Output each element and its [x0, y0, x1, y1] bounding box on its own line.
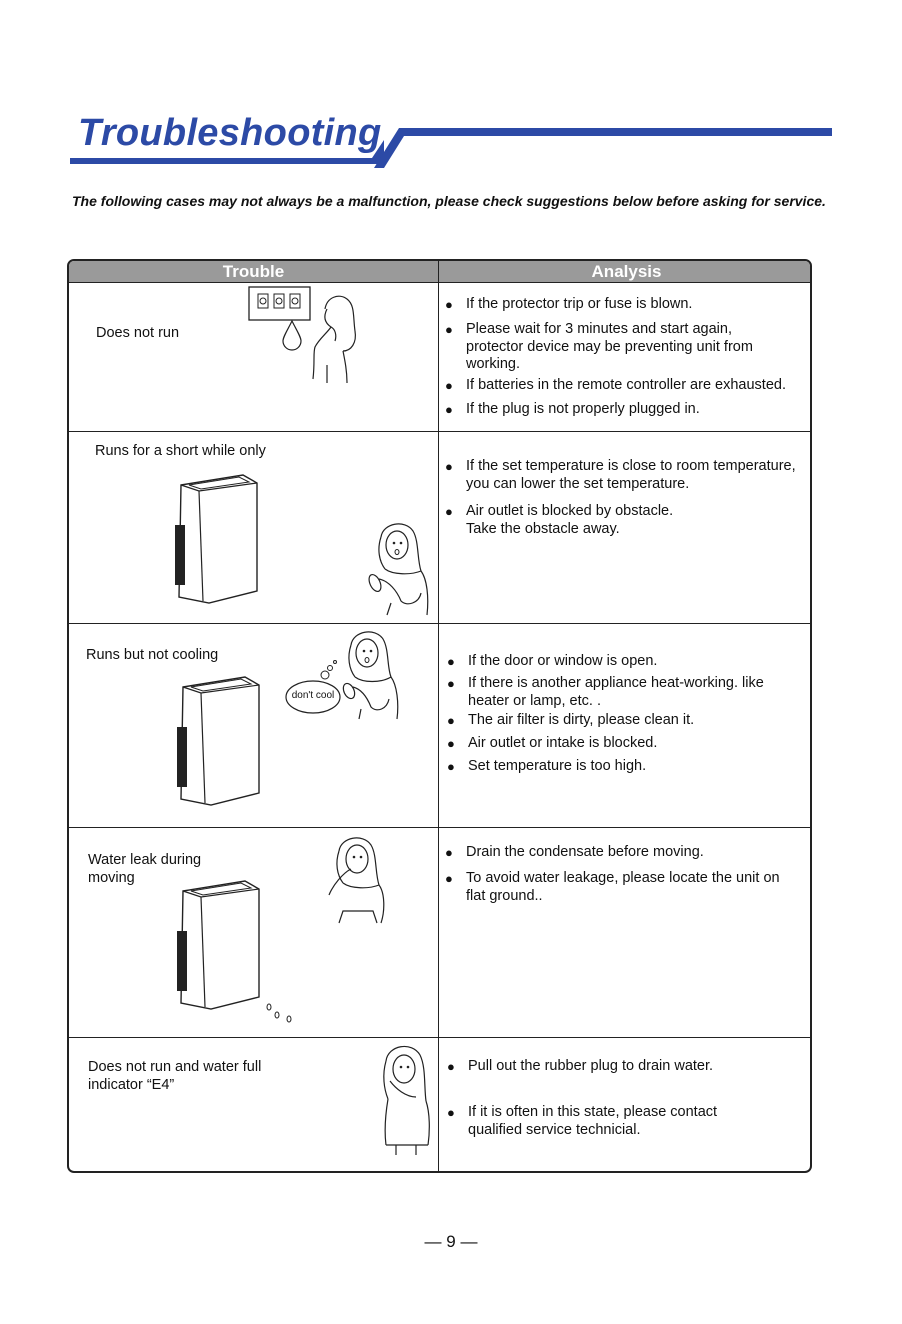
air-conditioner-unit-illustration — [173, 473, 263, 605]
analysis-item: ● If the protector trip or fuse is blown. — [445, 296, 693, 312]
troubleshooting-table — [67, 259, 812, 1173]
analysis-item: ● If batteries in the remote controller are exhausted. — [445, 377, 786, 393]
water-drops-illustration — [263, 999, 303, 1023]
analysis-item: ● Air outlet or intake is blocked. — [447, 735, 658, 751]
analysis-item: ● Air outlet is blocked by obstacle. Take the obstacle away. — [445, 503, 674, 537]
air-conditioner-unit-illustration — [175, 675, 265, 807]
thought-bubble-woman-illustration — [281, 627, 411, 727]
analysis-item: ● If the door or window is open. — [447, 653, 658, 669]
analysis-item: ● To avoid water leakage, please locate the unit on flat ground.. — [445, 870, 780, 904]
display-panel-woman-illustration — [247, 287, 377, 385]
row-divider — [69, 1037, 810, 1038]
trouble-does-not-run: Does not run — [96, 325, 180, 341]
analysis-item: ● Drain the condensate before moving. — [445, 844, 704, 860]
row-divider — [69, 623, 810, 624]
row-divider — [69, 431, 810, 432]
analysis-item: ● If it is often in this state, please contact qualified service technicial. — [447, 1104, 718, 1138]
column-divider — [438, 261, 439, 1171]
analysis-item: ● The air filter is dirty, please clean it. — [447, 712, 695, 728]
analysis-item: ● If the set temperature is close to room temperature, you can lower the set temperature. — [445, 458, 796, 492]
analysis-item: ● If the plug is not properly plugged in. — [445, 401, 700, 417]
header-analysis: Analysis — [439, 261, 812, 282]
trouble-runs-short-while: Runs for a short while only — [95, 443, 266, 459]
header-trouble: Trouble — [69, 261, 438, 282]
analysis-item: ● If there is another appliance heat-working. like heater or lamp, etc. . — [447, 675, 764, 709]
trouble-water-leak: Water leak during moving — [88, 852, 202, 886]
page-number: — 9 — — [424, 1232, 478, 1251]
analysis-item: ● Pull out the rubber plug to drain water. — [447, 1058, 714, 1074]
trouble-water-full-e4: Does not run and water full indicator “E4” — [88, 1059, 262, 1093]
analysis-item: ● Please wait for 3 minutes and start again, protector device may be preventing unit from working. — [445, 321, 753, 372]
row-divider — [69, 827, 810, 828]
analysis-item: ● Set temperature is too high. — [447, 758, 647, 774]
air-conditioner-unit-illustration — [175, 879, 265, 1011]
woman-on-phone-illustration — [376, 1041, 436, 1155]
thought-bubble-text: don't cool — [291, 690, 335, 701]
page-title: Troubleshooting — [78, 112, 382, 154]
woman-with-remote-illustration — [367, 519, 435, 619]
row-divider — [69, 282, 810, 283]
worried-woman-illustration — [325, 833, 393, 933]
intro-text: The following cases may not always be a malfunction, please check suggestions below before asking for service. — [72, 193, 826, 209]
trouble-runs-not-cooling: Runs but not cooling — [86, 647, 219, 663]
